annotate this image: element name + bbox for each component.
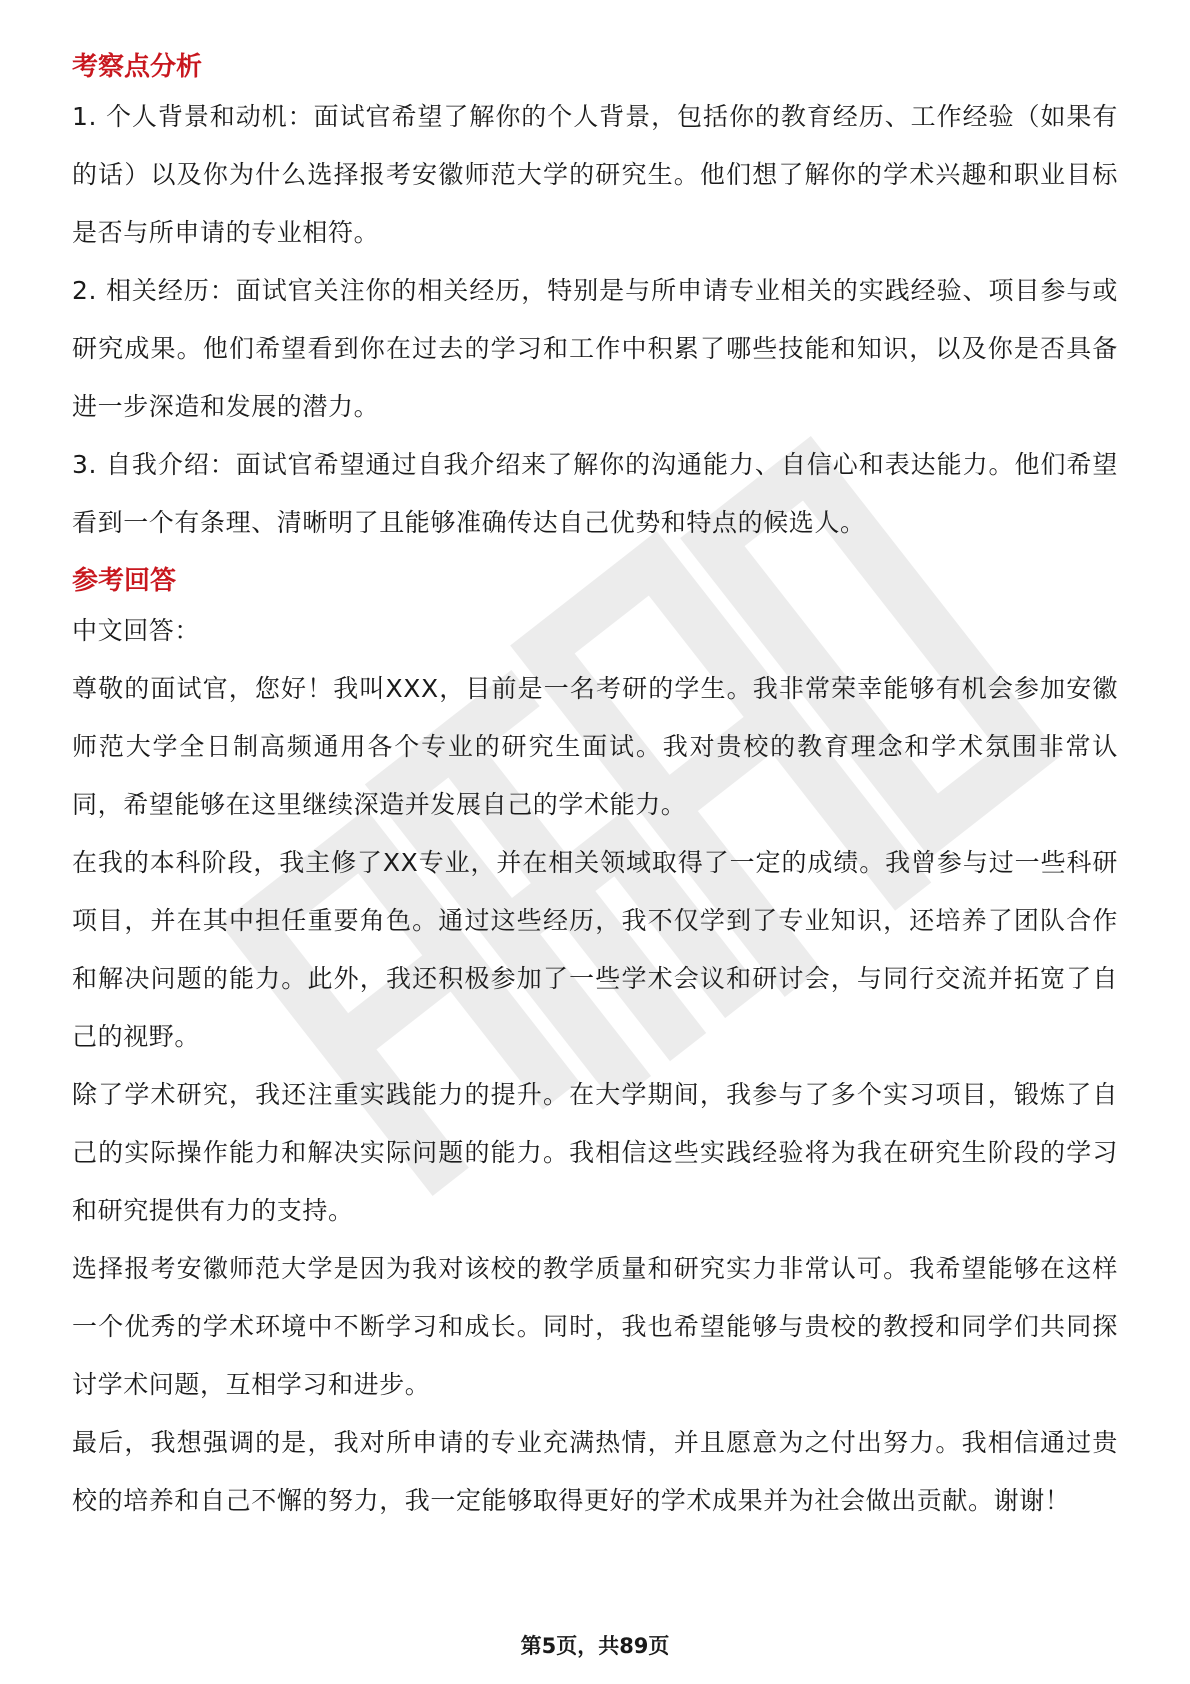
answer-heading: 参考回答 — [72, 566, 177, 596]
answer-paragraph: 在我的本科阶段，我主修了XX专业，并在相关领域取得了一定的成绩。我曾参与过一些科研项目，并在其中担任重要角色。通过这些经历，我不仅学到了专业知识，还培养了团队合作和解决问题的能力。此外，我还积极参加了一些学术会议和研讨会，与同行交流并拓宽了自己的视野。 — [72, 848, 1118, 1051]
analysis-heading: 考察点分析 — [72, 52, 203, 82]
answer-paragraph: 选择报考安徽师范大学是因为我对该校的教学质量和研究实力非常认可。我希望能够在这样一个优秀的学术环境中不断学习和成长。同时，我也希望能够与贵校的教授和同学们共同探讨学术问题，互相学习和进步。 — [72, 1254, 1118, 1399]
analysis-item: 3. 自我介绍：面试官希望通过自我介绍来了解你的沟通能力、自信心和表达能力。他们希望看到一个有条理、清晰明了且能够准确传达自己优势和特点的候选人。 — [72, 450, 1118, 537]
answer-paragraph: 尊敬的面试官，您好！我叫XXX，目前是一名考研的学生。我非常荣幸能够有机会参加安徽师范大学全日制高频通用各个专业的研究生面试。我对贵校的教育理念和学术氛围非常认同，希望能够在这里继续深造并发展自己的学术能力。 — [72, 674, 1118, 819]
document-page — [72, 46, 1118, 1530]
answer-label: 中文回答： — [72, 616, 201, 645]
answer-paragraph: 最后，我想强调的是，我对所申请的专业充满热情，并且愿意为之付出努力。我相信通过贵校的培养和自己不懈的努力，我一定能够取得更好的学术成果并为社会做出贡献。谢谢！ — [72, 1428, 1118, 1515]
answer-paragraph: 除了学术研究，我还注重实践能力的提升。在大学期间，我参与了多个实习项目，锻炼了自己的实际操作能力和解决实际问题的能力。我相信这些实践经验将为我在研究生阶段的学习和研究提供有力的支持。 — [72, 1080, 1118, 1225]
section-gap — [72, 552, 1118, 560]
analysis-item: 1. 个人背景和动机：面试官希望了解你的个人背景，包括你的教育经历、工作经验（如果有的话）以及你为什么选择报考安徽师范大学的研究生。他们想了解你的学术兴趣和职业目标是否与所申请的专业相符。 — [72, 102, 1118, 247]
page-number: 第5页，共89页 — [520, 1634, 670, 1658]
analysis-item: 2. 相关经历：面试官关注你的相关经历，特别是与所申请专业相关的实践经验、项目参与或研究成果。他们希望看到你在过去的学习和工作中积累了哪些技能和知识，以及你是否具备进一步深造和发展的潜力。 — [72, 276, 1118, 421]
